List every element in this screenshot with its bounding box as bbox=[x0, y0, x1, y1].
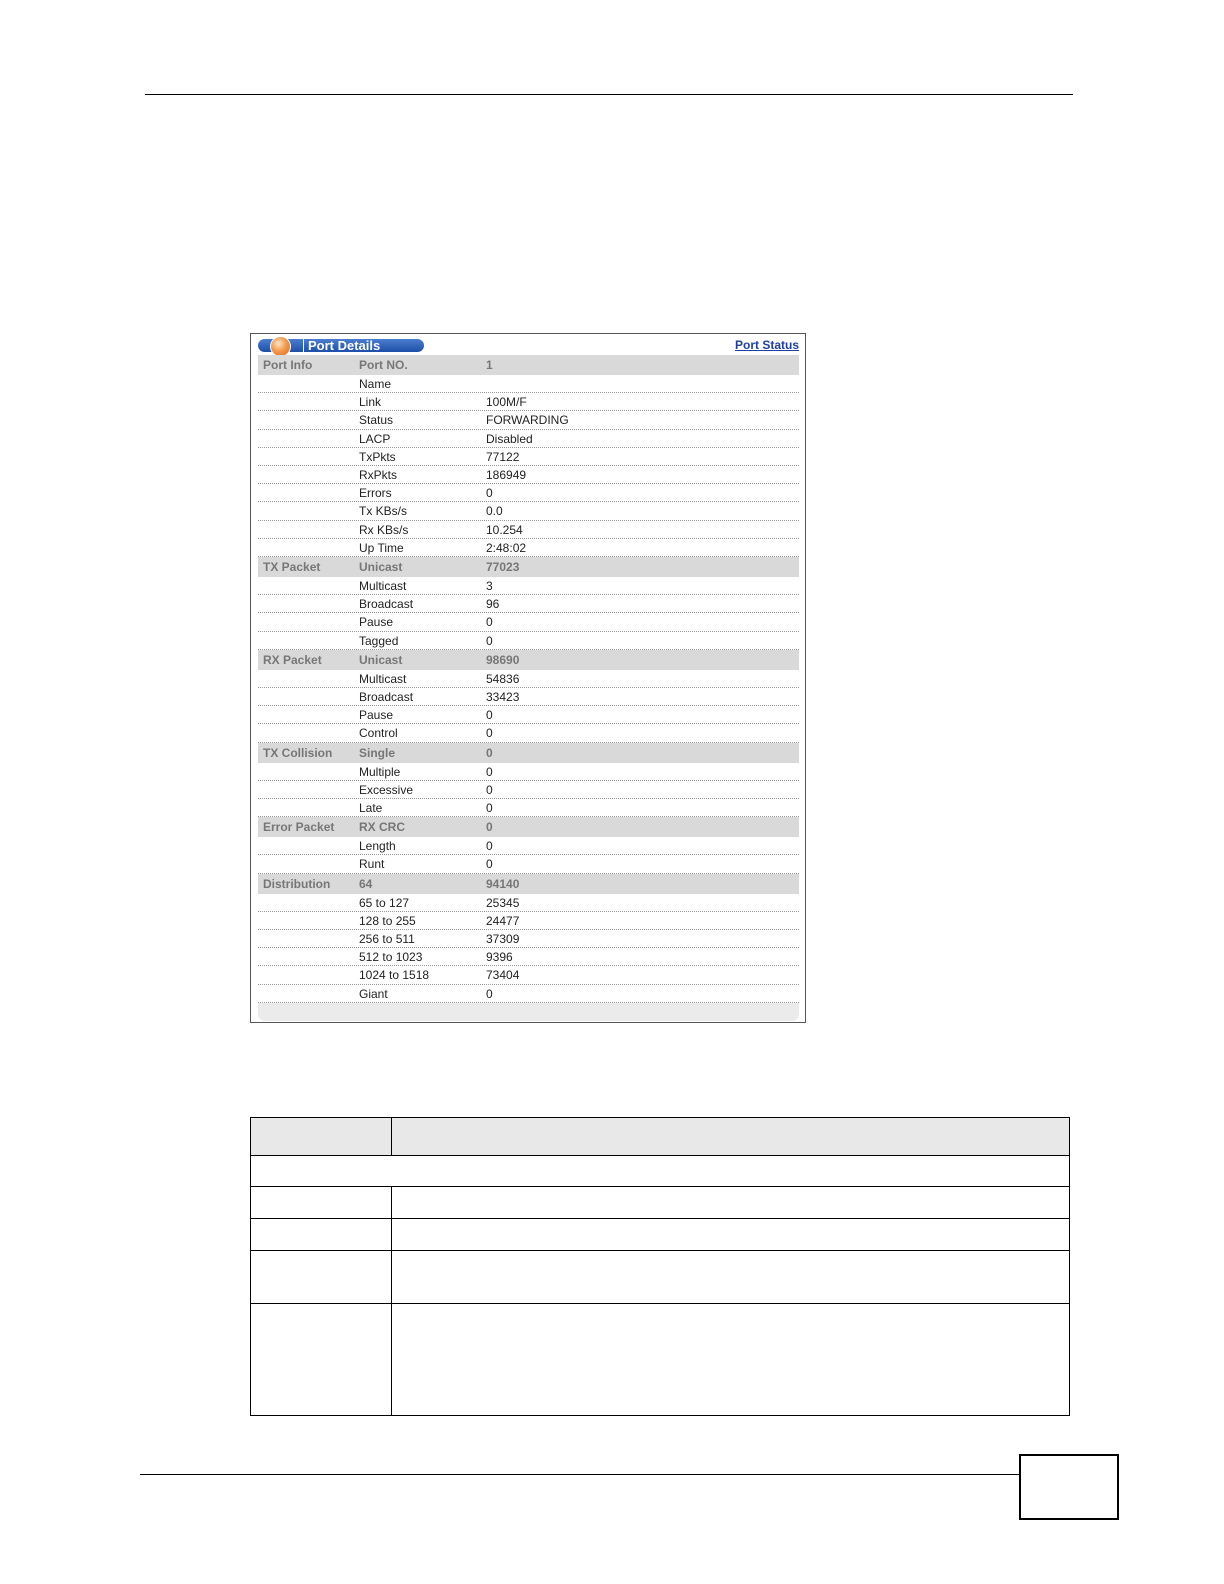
field-label: Single bbox=[359, 745, 396, 760]
panel-title: Port Details bbox=[308, 338, 381, 353]
field-label: Pause bbox=[359, 708, 394, 723]
field-value: 73404 bbox=[486, 968, 520, 983]
table-row bbox=[258, 985, 799, 1003]
section-label: Error Packet bbox=[263, 820, 335, 835]
table-row bbox=[258, 484, 799, 502]
table-row bbox=[258, 613, 799, 631]
table-row bbox=[258, 724, 799, 742]
table-row bbox=[258, 855, 799, 873]
field-value: 0 bbox=[486, 633, 493, 648]
field-value: 33423 bbox=[486, 690, 520, 704]
field-value: 0 bbox=[486, 764, 493, 779]
orb-icon bbox=[270, 336, 291, 357]
table-row bbox=[258, 894, 799, 912]
field-label: Unicast bbox=[359, 560, 403, 574]
field-value: 96 bbox=[486, 597, 500, 612]
field-label: Pause bbox=[359, 615, 394, 630]
field-value: 0 bbox=[486, 745, 493, 760]
table-row bbox=[258, 706, 799, 724]
field-label: Rx KBs/s bbox=[359, 522, 409, 537]
section-row bbox=[258, 650, 799, 670]
table-row bbox=[258, 393, 799, 411]
field-label: Length bbox=[359, 839, 396, 854]
table-row bbox=[258, 539, 799, 557]
page-number-box bbox=[1019, 1454, 1119, 1520]
port-details-screenshot bbox=[250, 333, 806, 1023]
field-value: 0 bbox=[486, 801, 493, 815]
field-value: 0 bbox=[486, 615, 493, 630]
field-label: Status bbox=[359, 413, 394, 428]
field-value: 24477 bbox=[486, 913, 520, 928]
field-label: RX CRC bbox=[359, 820, 406, 835]
field-label: 64 bbox=[359, 876, 373, 891]
field-value: 1 bbox=[486, 358, 493, 372]
table-row bbox=[258, 466, 799, 484]
table-row bbox=[258, 966, 799, 984]
field-label: 512 to 1023 bbox=[359, 950, 423, 965]
field-label: Broadcast bbox=[359, 597, 414, 612]
table-row bbox=[258, 577, 799, 595]
field-label: Control bbox=[359, 726, 398, 741]
table-row bbox=[258, 799, 799, 817]
table-row bbox=[258, 948, 799, 966]
field-value: 0.0 bbox=[486, 504, 503, 519]
port-details-table bbox=[258, 355, 799, 1021]
field-value: 54836 bbox=[486, 671, 520, 686]
section-row bbox=[258, 355, 799, 375]
section-label: TX Collision bbox=[263, 745, 333, 760]
field-value: 0 bbox=[486, 857, 493, 872]
field-value: 77122 bbox=[486, 449, 520, 464]
field-label: Runt bbox=[359, 857, 385, 872]
field-label: Name bbox=[359, 377, 392, 391]
field-value: 0 bbox=[486, 820, 493, 835]
section-row bbox=[258, 557, 799, 577]
field-value: 9396 bbox=[486, 950, 513, 965]
section-row bbox=[258, 817, 799, 837]
field-value: 100M/F bbox=[486, 395, 527, 410]
field-value: 25345 bbox=[486, 895, 520, 910]
field-label: LACP bbox=[359, 431, 391, 446]
field-value: FORWARDING bbox=[486, 413, 569, 428]
field-label: RxPkts bbox=[359, 468, 398, 482]
section-label: Distribution bbox=[263, 876, 331, 891]
field-value: 0 bbox=[486, 486, 493, 501]
field-label: TxPkts bbox=[359, 449, 396, 464]
field-value: 0 bbox=[486, 708, 493, 723]
table-row bbox=[258, 411, 799, 429]
section-row bbox=[258, 874, 799, 894]
field-label: 256 to 511 bbox=[359, 932, 415, 946]
field-label: Excessive bbox=[359, 782, 414, 797]
table-row bbox=[258, 632, 799, 650]
footer-rule bbox=[140, 1474, 1020, 1475]
description-table bbox=[250, 1117, 1070, 1416]
field-value: 98690 bbox=[486, 652, 520, 667]
panel-title-bar bbox=[258, 339, 424, 352]
field-value: 3 bbox=[486, 579, 493, 593]
field-label: Tx KBs/s bbox=[359, 504, 408, 519]
field-label: Late bbox=[359, 801, 383, 815]
field-label: Tagged bbox=[359, 633, 399, 648]
section-label: Port Info bbox=[263, 358, 313, 372]
field-label: Up Time bbox=[359, 540, 404, 555]
field-label: 65 to 127 bbox=[359, 895, 410, 910]
port-status-link[interactable]: Port Status bbox=[734, 338, 799, 352]
field-value: 94140 bbox=[486, 876, 520, 891]
table-row bbox=[258, 781, 799, 799]
section-row bbox=[258, 743, 799, 763]
field-value: Disabled bbox=[486, 431, 533, 446]
field-value: 77023 bbox=[486, 560, 520, 574]
table-row bbox=[258, 930, 799, 948]
field-value: 0 bbox=[486, 986, 493, 1001]
field-value: 37309 bbox=[486, 932, 520, 946]
header-rule bbox=[145, 94, 1073, 95]
field-value: 0 bbox=[486, 726, 493, 741]
table-row bbox=[258, 430, 799, 448]
field-value: 0 bbox=[486, 782, 493, 797]
field-label: Multicast bbox=[359, 671, 407, 686]
table-row bbox=[258, 448, 799, 466]
field-label: 1024 to 1518 bbox=[359, 968, 430, 983]
table-row bbox=[258, 670, 799, 688]
field-label: Broadcast bbox=[359, 690, 414, 704]
field-label: Link bbox=[359, 395, 382, 410]
section-label: RX Packet bbox=[263, 652, 322, 667]
field-label: Multiple bbox=[359, 764, 401, 779]
field-value: 186949 bbox=[486, 468, 527, 482]
section-label: TX Packet bbox=[263, 560, 321, 574]
table-row bbox=[258, 502, 799, 520]
table-row bbox=[258, 763, 799, 781]
table-row bbox=[258, 521, 799, 539]
field-label: Multicast bbox=[359, 579, 407, 593]
table-row bbox=[258, 688, 799, 706]
table-row bbox=[258, 595, 799, 613]
field-value: 2:48:02 bbox=[486, 540, 527, 555]
table-row bbox=[258, 837, 799, 855]
field-label: Giant bbox=[359, 986, 388, 1001]
field-value: 10.254 bbox=[486, 522, 523, 537]
field-label: Unicast bbox=[359, 652, 403, 667]
field-value: 0 bbox=[486, 839, 493, 854]
field-label: 128 to 255 bbox=[359, 913, 416, 928]
table-row bbox=[258, 375, 799, 393]
table-row bbox=[258, 912, 799, 930]
field-label: Errors bbox=[359, 486, 392, 501]
table-header bbox=[251, 1118, 1069, 1156]
field-label: Port NO. bbox=[359, 358, 408, 372]
